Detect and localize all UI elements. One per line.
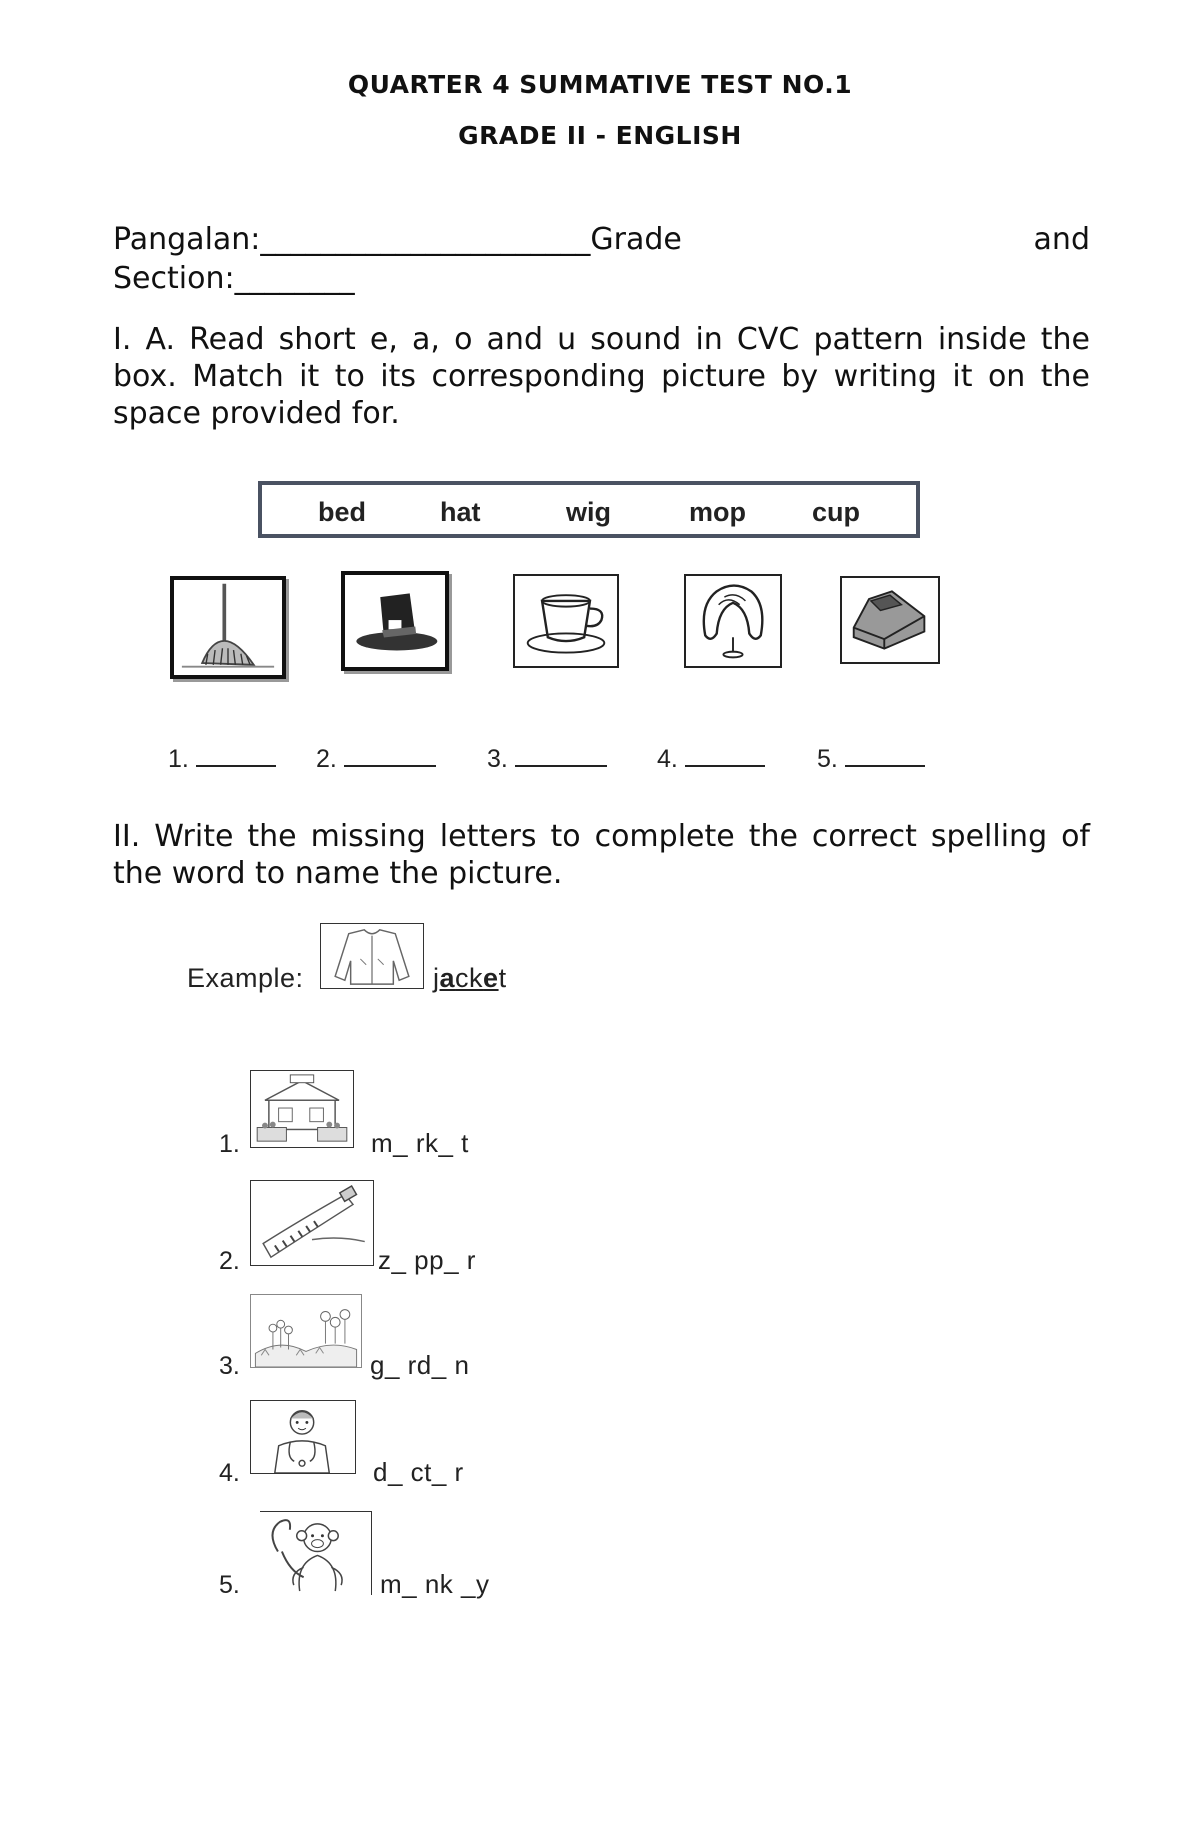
bank-word-wig: wig (566, 497, 611, 527)
monkey-icon (260, 1511, 372, 1595)
mop-icon (170, 576, 286, 679)
test-subtitle: GRADE II - ENGLISH (458, 121, 742, 150)
part1-instructions: I. A. Read short e, a, o and u sound in CVC pattern inside the box. Match it to its corresponding picture by writing it on the space provided for. (113, 322, 1090, 431)
answer-blank-2[interactable]: 2. (316, 745, 436, 774)
bank-word-bed: bed (318, 497, 367, 527)
item-number-3: 3. (219, 1352, 240, 1380)
item-number-1: 1. (219, 1130, 240, 1158)
test-title: QUARTER 4 SUMMATIVE TEST NO.1 (347, 70, 853, 99)
bed-icon (840, 576, 940, 664)
answer-blank-3[interactable]: 3. (487, 745, 607, 774)
and-label: and (1033, 222, 1090, 257)
name-grade-row (113, 221, 1090, 258)
answer-blank-1[interactable]: 1. (168, 745, 276, 774)
item-word-4[interactable]: d_ ct_ r (373, 1457, 464, 1487)
section-row (113, 260, 1090, 297)
garden-icon (250, 1294, 362, 1368)
market-icon (250, 1070, 354, 1148)
example-label: Example: (187, 963, 304, 993)
part2-instructions: II. Write the missing letters to complete the correct spelling of the word to name the picture. (113, 819, 1090, 891)
item-number-2: 2. (219, 1247, 240, 1275)
cup-icon (513, 574, 619, 668)
name-label: Pangalan: (113, 222, 261, 257)
item-word-2[interactable]: z_ pp_ r (378, 1245, 476, 1275)
wig-icon (684, 574, 782, 668)
bank-word-cup: cup (812, 497, 861, 527)
answer-blank-5[interactable]: 5. (817, 745, 925, 774)
name-line: ______________________ (260, 222, 591, 257)
bank-word-mop: mop (689, 497, 746, 527)
item-word-1[interactable]: m_ rk_ t (371, 1128, 469, 1158)
hat-icon (341, 571, 449, 671)
jacket-icon (320, 923, 424, 989)
item-word-3[interactable]: g_ rd_ n (370, 1350, 470, 1380)
example-word: jacket (433, 963, 507, 993)
section-label: Section: (113, 261, 235, 296)
item-number-4: 4. (219, 1459, 240, 1487)
grade-label: Grade (590, 222, 682, 257)
doctor-icon (250, 1400, 356, 1474)
word-bank-box (258, 481, 920, 538)
name-field (113, 221, 682, 258)
section-line: ________ (234, 261, 355, 296)
item-number-5: 5. (219, 1571, 240, 1599)
zipper-icon (250, 1180, 374, 1266)
answer-blank-4[interactable]: 4. (657, 745, 765, 774)
bank-word-hat: hat (440, 497, 481, 527)
item-word-5[interactable]: m_ nk _y (380, 1569, 490, 1599)
